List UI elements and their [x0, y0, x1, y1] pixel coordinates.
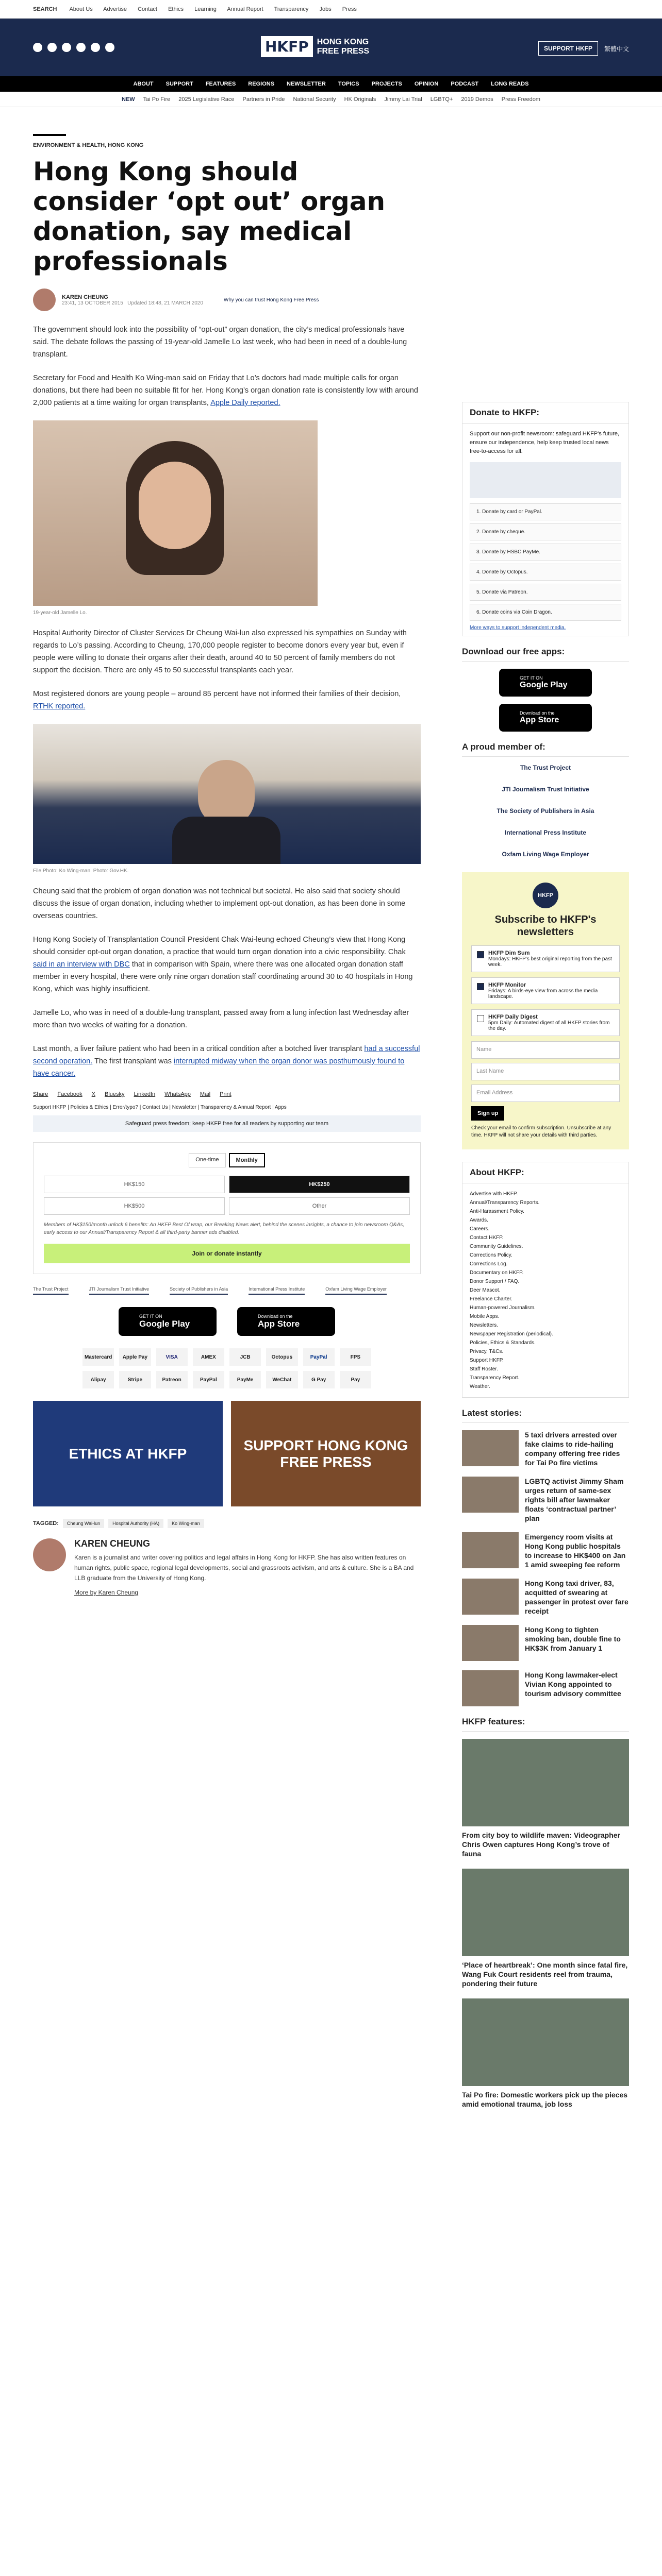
about-link[interactable]: Community Guidelines.	[470, 1244, 523, 1249]
about-link[interactable]: Policies, Ethics & Standards.	[470, 1340, 536, 1346]
main-nav	[0, 76, 662, 92]
donate-option[interactable]: 5. Donate via Patreon.	[470, 584, 621, 601]
story-thumbnail	[462, 1430, 519, 1466]
author-box-name[interactable]: KAREN CHEUNG	[74, 1538, 151, 1549]
newsletter-option[interactable]	[471, 977, 620, 1004]
about-link[interactable]: Annual/Transparency Reports.	[470, 1200, 540, 1206]
about-link[interactable]: Weather.	[470, 1384, 490, 1389]
photo-caption: File Photo: Ko Wing-man. Photo: Gov.HK.	[33, 868, 129, 874]
threads-icon[interactable]	[76, 43, 86, 52]
newsletter-title: Subscribe to HKFP's newsletters	[494, 914, 597, 938]
tag[interactable]: Cheung Wai-lun	[63, 1519, 104, 1528]
paragraph-text: that in comparison with Spain, where there was one allocated organ donation staff member in every hospital, there were only nine organ donation staff coordinating around 30 to 40 hospitals in Hong Kong, which was highly insufficient.	[33, 960, 413, 993]
store-name: App Store	[520, 716, 559, 724]
nav-item[interactable]: NEWSLETTER	[287, 81, 326, 87]
newsletter-option[interactable]	[471, 1009, 620, 1036]
support-button[interactable]: SUPPORT HKFP	[538, 41, 598, 56]
story-thumbnail	[462, 1579, 519, 1615]
payment-logo: AMEX	[193, 1348, 224, 1366]
store-small: Download on the	[258, 1314, 293, 1319]
feature-thumbnail	[462, 1739, 629, 1826]
support-links[interactable]: Support HKFP | Policies & Ethics | Error/typo? | Contact Us | Newsletter | Transparency & Annual Report | Apps	[33, 1105, 287, 1110]
trending-item[interactable]: Press Freedom	[501, 96, 540, 103]
jti-logo[interactable]: JTI Journalism Trust Initiative	[89, 1286, 150, 1295]
payment-logo: Stripe	[119, 1371, 151, 1388]
nav-item[interactable]: REGIONS	[248, 81, 275, 87]
support-banner: Safeguard press freedom; keep HKFP free for all readers by supporting our team	[33, 1115, 421, 1132]
tag[interactable]: Hospital Authority (HA)	[108, 1519, 163, 1528]
author-bio: Karen is a journalist and writer covering politics and legal affairs in Hong Kong for HKFP. She has also written features on human rights, public space, regional legal developments, social and grassroots activism, and arts & culture. She is a BA and LLB graduate from the University of Hong Kong.	[74, 1554, 414, 1582]
trending-item[interactable]: LGBTQ+	[430, 96, 453, 103]
article	[33, 134, 421, 1602]
top-link[interactable]: Annual Report	[227, 6, 263, 12]
about-card	[462, 1162, 629, 1398]
about-link[interactable]: Privacy, T&Cs.	[470, 1349, 504, 1354]
about-link[interactable]: Transparency Report.	[470, 1375, 520, 1381]
payment-logo: JCB	[229, 1348, 261, 1366]
author-avatar	[33, 1538, 66, 1571]
new-label: NEW	[122, 96, 135, 103]
about-link[interactable]: Freelance Charter.	[470, 1296, 512, 1302]
x-icon[interactable]	[47, 43, 57, 52]
trending-item[interactable]: Jimmy Lai Trial	[384, 96, 422, 103]
top-links	[69, 6, 366, 12]
donate-option[interactable]: 6. Donate coins via Coin Dragon.	[470, 604, 621, 621]
share-bluesky[interactable]: Bluesky	[105, 1091, 125, 1097]
app-store-button[interactable]	[499, 704, 592, 732]
nav-item[interactable]: OPINION	[414, 81, 439, 87]
paragraph	[33, 372, 421, 409]
donate-option[interactable]: 2. Donate by cheque.	[470, 523, 621, 540]
share-bar	[33, 1091, 421, 1097]
payment-logo: PayMe	[229, 1371, 261, 1388]
about-link[interactable]: Advertise with HKFP.	[470, 1191, 518, 1197]
payment-logo: Octopus	[266, 1348, 297, 1366]
story-title: Hong Kong lawmaker-elect Vivian Kong appointed to tourism advisory committee	[525, 1671, 621, 1698]
feature-thumbnail	[462, 1869, 629, 1956]
email-input[interactable]: Email Address	[471, 1084, 620, 1102]
portrait-suit	[172, 817, 280, 864]
trust-link[interactable]: Why you can trust Hong Kong Free Press	[223, 297, 319, 303]
source-link[interactable]: Apple Daily reported.	[210, 399, 280, 407]
feature-title: ‘Place of heartbreak’: One month since fatal fire, Wang Fuk Court residents reel from trauma, pondering their future	[462, 1961, 628, 1988]
payment-logo: G Pay	[303, 1371, 335, 1388]
payment-logo: PayPal	[303, 1348, 335, 1366]
youtube-icon[interactable]	[91, 43, 100, 52]
nav-item[interactable]: SUPPORT	[166, 81, 193, 87]
trending-item[interactable]: HK Originals	[344, 96, 376, 103]
about-link[interactable]: Anti-Harassment Policy.	[470, 1209, 524, 1214]
name-input[interactable]: Name	[471, 1041, 620, 1059]
story-title: 5 taxi drivers arrested over fake claims to ride-hailing company offering free rides for Tai Po fire victims	[525, 1431, 620, 1467]
paragraph	[33, 1043, 421, 1080]
facebook-icon[interactable]	[33, 43, 42, 52]
top-link[interactable]: Advertise	[103, 6, 127, 12]
paragraph-text: Most registered donors are young people – around 85 percent have not informed their families of their decision,	[33, 690, 401, 698]
paragraph	[33, 934, 421, 995]
story-title: Hong Kong taxi driver, 83, acquitted of swearing at passenger in protest over fare receipt	[525, 1579, 628, 1615]
payment-logo: Mastercard	[82, 1348, 114, 1366]
store-small: GET IT ON	[520, 675, 543, 681]
paragraph: Cheung said that the problem of organ donation was not technical but societal. He also said that society should discuss the issue of organ donation, including whether to implement opt-out donation, as has been done in some overseas countries.	[33, 887, 406, 920]
latest-story[interactable]	[462, 1579, 629, 1616]
payment-methods	[82, 1348, 371, 1388]
about-link[interactable]: Corrections Policy.	[470, 1252, 512, 1258]
story-thumbnail	[462, 1670, 519, 1706]
about-link[interactable]: Human-powered Journalism.	[470, 1305, 536, 1311]
paragraph: The government should look into the possibility of “opt-out” organ donation, the city’s medical professionals have said. The debate follows the passing of 19-year-old Jamelle Lo last week, who had been in need of a double-lung transplant.	[33, 326, 407, 359]
feature-thumbnail	[462, 1998, 629, 2086]
support-promo[interactable]: SUPPORT HONG KONG FREE PRESS	[231, 1401, 421, 1506]
nav-item[interactable]: LONG READS	[491, 81, 529, 87]
tags	[33, 1519, 421, 1528]
latest-story[interactable]	[462, 1670, 629, 1706]
member-logo[interactable]: International Press Institute	[504, 829, 587, 836]
source-link[interactable]: RTHK reported.	[33, 702, 86, 710]
header-right	[538, 41, 629, 56]
instagram-icon[interactable]	[62, 43, 71, 52]
payment-logo: FPS	[340, 1348, 371, 1366]
payment-logo: Pay	[340, 1371, 371, 1388]
top-link[interactable]: Ethics	[168, 6, 184, 12]
paragraph-text: Hong Kong Society of Transplantation Council President Chak Wai-leung echoed Cheung’s view that Hong Kong should consider opt-out organ donation, a practice that would turn organ donation into a civic responsibility. Chak	[33, 936, 406, 956]
newsletter-option[interactable]	[471, 945, 620, 972]
byline	[33, 289, 421, 311]
paragraph	[33, 688, 421, 713]
ko-wing-man-photo	[33, 724, 421, 864]
about-link[interactable]: Contact HKFP.	[470, 1235, 504, 1241]
donation-widget	[33, 1142, 421, 1274]
about-link[interactable]: Documentary on HKFP.	[470, 1270, 524, 1276]
portrait-face	[139, 462, 211, 549]
google-play-button[interactable]	[119, 1307, 217, 1336]
sopa-logo[interactable]: Society of Publishers in Asia	[170, 1286, 228, 1295]
lang-link[interactable]	[604, 44, 629, 53]
app-store-button[interactable]	[237, 1307, 335, 1336]
latest-story[interactable]	[462, 1625, 629, 1661]
hkfp-badge: HKFP	[533, 883, 558, 908]
top-link[interactable]: Jobs	[319, 6, 332, 12]
publish-date	[62, 300, 203, 306]
about-link[interactable]: Donor Support / FAQ.	[470, 1279, 520, 1284]
author-box	[33, 1538, 421, 1602]
top-link[interactable]: About Us	[69, 6, 93, 12]
newsletter-desc: Mondays: HKFP's best original reporting from the past week.	[488, 956, 612, 968]
share-print[interactable]: Print	[220, 1091, 231, 1097]
donate-options	[462, 462, 628, 636]
amount-other[interactable]: Other	[229, 1197, 410, 1215]
author-avatar	[33, 289, 56, 311]
features-title: HKFP features:	[462, 1717, 629, 1732]
frequency-toggle	[44, 1153, 410, 1167]
about-link[interactable]: Mobile Apps.	[470, 1314, 500, 1319]
trending-item[interactable]: National Security	[293, 96, 336, 103]
feature-title: From city boy to wildlife maven: Videographer Chris Owen captures Hong Kong’s trove of fauna	[462, 1831, 621, 1858]
top-link[interactable]: Learning	[194, 6, 217, 12]
social-icons	[33, 43, 114, 52]
feature-title: Tai Po fire: Domestic workers pick up the pieces amid emotional trauma, job loss	[462, 2091, 628, 2108]
ipi-logo[interactable]: International Press Institute	[249, 1286, 305, 1295]
newsletter-desc: Fridays: A birds-eye view from across the media landscape.	[488, 988, 598, 999]
store-name: App Store	[258, 1319, 300, 1329]
donate-title: Donate to HKFP:	[462, 402, 628, 423]
donate-text: Support our non-profit newsroom: safeguard HKFP's future, ensure our independence, help keep trusted local news free-to-access for all.	[470, 431, 620, 454]
latest-story[interactable]	[462, 1532, 629, 1569]
share-mail[interactable]: Mail	[200, 1091, 211, 1097]
about-link[interactable]: Newsletters.	[470, 1323, 499, 1328]
member-title: A proud member of:	[462, 742, 629, 757]
donate-option[interactable]: 1. Donate by card or PayPal.	[470, 503, 621, 520]
nav-item[interactable]: PODCAST	[451, 81, 479, 87]
donate-card	[462, 402, 629, 636]
story-thumbnail	[462, 1477, 519, 1513]
newsletter-name: HKFP Daily Digest	[488, 1014, 538, 1020]
trending-item[interactable]: Tai Po Fire	[143, 96, 171, 103]
ethics-promo[interactable]: ETHICS AT HKFP	[33, 1401, 223, 1506]
amount-options	[44, 1176, 410, 1215]
join-button[interactable]: Join or donate instantly	[44, 1244, 410, 1263]
member-logo[interactable]: JTI Journalism Trust Initiative	[502, 786, 589, 793]
date-text: 23:41, 13 OCTOBER 2015	[62, 300, 123, 306]
nav-item[interactable]: FEATURES	[205, 81, 236, 87]
amount-option[interactable]: HK$500	[44, 1197, 225, 1215]
nav-item[interactable]: PROJECTS	[371, 81, 402, 87]
about-link[interactable]: Support HKFP.	[470, 1358, 504, 1363]
trust-project-logo[interactable]: The Trust Project	[33, 1286, 69, 1295]
member-logo[interactable]: Oxfam Living Wage Employer	[502, 851, 589, 858]
share-x[interactable]: X	[91, 1091, 96, 1097]
lang-char: 繁	[604, 45, 610, 53]
google-play-button[interactable]	[499, 669, 592, 697]
one-time-option[interactable]: One-time	[189, 1153, 225, 1167]
nav-item[interactable]: ABOUT	[133, 81, 154, 87]
trending-item[interactable]: Partners in Pride	[242, 96, 285, 103]
signup-button[interactable]: Sign up	[471, 1106, 504, 1121]
latest-title: Latest stories:	[462, 1408, 629, 1423]
apps-title: Download our free apps:	[462, 647, 629, 662]
member-logo[interactable]: The Society of Publishers in Asia	[496, 807, 594, 815]
promo-banners	[33, 1401, 421, 1506]
payment-logo: PayPal	[193, 1371, 224, 1388]
newsletter-note: Check your email to confirm subscription. Unsubscribe at any time. HKFP will not share your details with third parties.	[471, 1125, 611, 1138]
story-title: Emergency room visits at Hong Kong public hospitals to increase to HK$400 on Jan 1 amid sweeping fee reform	[525, 1533, 626, 1569]
author-name[interactable]: KAREN CHEUNG	[62, 294, 108, 300]
paragraph: Hospital Authority Director of Cluster Services Dr Cheung Wai-lun also expressed his sympathies on Sunday with regards to Lo’s passing. According to Cheung, 170,000 people register to become donors every year but, even if people were willing to donate their organs after their death, around 40 to 50 percent of family members do not support the decision. There are only 45 to 50 successful transplants each year.	[33, 629, 407, 674]
donate-option[interactable]: 4. Donate by Octopus.	[470, 564, 621, 581]
store-small: GET IT ON	[139, 1314, 162, 1319]
payment-logo: Apple Pay	[119, 1348, 151, 1366]
site-header	[0, 19, 662, 76]
paragraph: Jamelle Lo, who was in need of a double-lung transplant, passed away from a lung infection last Wednesday after more than two weeks of waiting for a donation.	[33, 1009, 409, 1029]
share-linkedin[interactable]: LinkedIn	[134, 1091, 156, 1097]
oxfam-logo[interactable]: Oxfam Living Wage Employer	[325, 1286, 387, 1295]
logo-text	[317, 38, 369, 56]
top-link[interactable]: Transparency	[274, 6, 309, 12]
lang-rest: 體中文	[610, 45, 629, 53]
about-link[interactable]: Awards.	[470, 1217, 488, 1223]
newsletter-desc: 5pm Daily: Automated digest of all HKFP stories from the day.	[488, 1020, 610, 1031]
more-by-author-link[interactable]: More by Karen Cheung	[74, 1589, 139, 1596]
logo-line1: HONG KONG	[317, 37, 369, 46]
donate-option[interactable]: 3. Donate by HSBC PayMe.	[470, 544, 621, 561]
story-title: LGBTQ activist Jimmy Sham urges return of same-sex rights bill after lawmaker floats ‘contractual partner’ plan	[525, 1477, 624, 1522]
amount-option[interactable]: HK$150	[44, 1176, 225, 1193]
article-title: Hong Kong should consider ‘opt out’ organ donation, say medical professionals	[33, 157, 386, 276]
nav-item[interactable]: TOPICS	[338, 81, 359, 87]
paragraph-text: Last month, a liver failure patient who had been in a critical condition after a botched liver transplant	[33, 1045, 362, 1053]
newsletter-name: HKFP Monitor	[488, 982, 526, 988]
store-small: Download on the	[520, 710, 555, 716]
sidebar	[462, 402, 629, 2119]
top-link[interactable]: Press	[342, 6, 357, 12]
about-link[interactable]: Staff Roster.	[470, 1366, 498, 1372]
latest-story[interactable]	[462, 1477, 629, 1523]
source-link[interactable]: had a successful second operation.	[33, 1045, 420, 1065]
share-whatsapp[interactable]: WhatsApp	[164, 1091, 191, 1097]
store-name: Google Play	[520, 681, 568, 689]
member-logos	[33, 1286, 421, 1295]
photo-caption: 19-year-old Jamelle Lo.	[33, 610, 87, 616]
payment-logo: WeChat	[266, 1371, 297, 1388]
linkedin-icon[interactable]	[105, 43, 114, 52]
logo-box: HKFP	[261, 36, 313, 57]
about-list	[462, 1183, 628, 1397]
tag[interactable]: Ko Wing-man	[168, 1519, 204, 1528]
more-ways-link[interactable]: More ways to support independent media.	[470, 625, 566, 631]
payment-logo: Alipay	[82, 1371, 114, 1388]
payment-logo: VISA	[156, 1348, 188, 1366]
feature-story[interactable]	[462, 1739, 629, 1858]
membership-note: Members of HK$150/month unlock 6 benefits: An HKFP Best Of wrap, our Breaking News alert, behind the scenes insights, a chance to join newsroom Q&As, early access to our Annual/Transparency Report & all third-party banner ads disabled.	[44, 1222, 405, 1235]
site-logo[interactable]	[261, 36, 369, 57]
newsletter-name: HKFP Dim Sum	[488, 950, 530, 956]
source-link[interactable]: interrupted midway when the organ donor was posthumously found to have cancer.	[33, 1057, 405, 1078]
share-facebook[interactable]: Facebook	[57, 1091, 82, 1097]
tags-label: TAGGED:	[33, 1520, 59, 1527]
about-title: About HKFP:	[462, 1162, 628, 1183]
about-link[interactable]: Corrections Log.	[470, 1261, 508, 1267]
about-link[interactable]: Deer Mascot.	[470, 1287, 501, 1293]
amount-option[interactable]: HK$250	[229, 1176, 410, 1193]
last-name-input[interactable]: Last Name	[471, 1063, 620, 1080]
paragraph-text: Secretary for Food and Health Ko Wing-man said on Friday that Lo’s doctors had made multiple calls for organ donations, but there had been no suitable fit for her. Hong Kong’s organ donation rate is consistently low with around 2,000 patients at a time waiting for organ transplants,	[33, 374, 418, 407]
top-link[interactable]: Contact	[138, 6, 157, 12]
feature-story[interactable]	[462, 1869, 629, 1988]
search-link[interactable]: SEARCH	[33, 6, 57, 12]
trending-item[interactable]: 2019 Demos	[461, 96, 493, 103]
trending-item[interactable]: 2025 Legislative Race	[178, 96, 235, 103]
payment-logo: Patreon	[156, 1371, 188, 1388]
share-label: Share	[33, 1091, 48, 1097]
story-thumbnail	[462, 1532, 519, 1568]
story-thumbnail	[462, 1625, 519, 1661]
about-link[interactable]: Careers.	[470, 1226, 490, 1232]
feature-story[interactable]	[462, 1998, 629, 2109]
updated-text: Updated 18:48, 21 MARCH 2020	[127, 300, 203, 306]
monthly-option[interactable]: Monthly	[229, 1153, 265, 1167]
newsletter-box	[462, 872, 629, 1149]
article-category[interactable]: ENVIRONMENT & HEALTH, HONG KONG	[33, 134, 66, 148]
store-name: Google Play	[139, 1319, 190, 1329]
logo-line2: FREE PRESS	[317, 46, 370, 56]
latest-story[interactable]	[462, 1430, 629, 1467]
paragraph-text: The first transplant was	[94, 1057, 172, 1065]
story-title: Hong Kong to tighten smoking ban, double fine to HK$3K from January 1	[525, 1625, 621, 1652]
trending-bar	[0, 92, 662, 107]
source-link[interactable]: said in an interview with DBC	[33, 960, 130, 969]
donate-image	[470, 462, 621, 498]
top-bar	[0, 0, 662, 19]
about-link[interactable]: Newspaper Registration (periodical).	[470, 1331, 553, 1337]
member-logo[interactable]: The Trust Project	[520, 764, 571, 771]
app-store-buttons	[33, 1307, 421, 1336]
jamelle-lo-photo	[33, 420, 318, 606]
